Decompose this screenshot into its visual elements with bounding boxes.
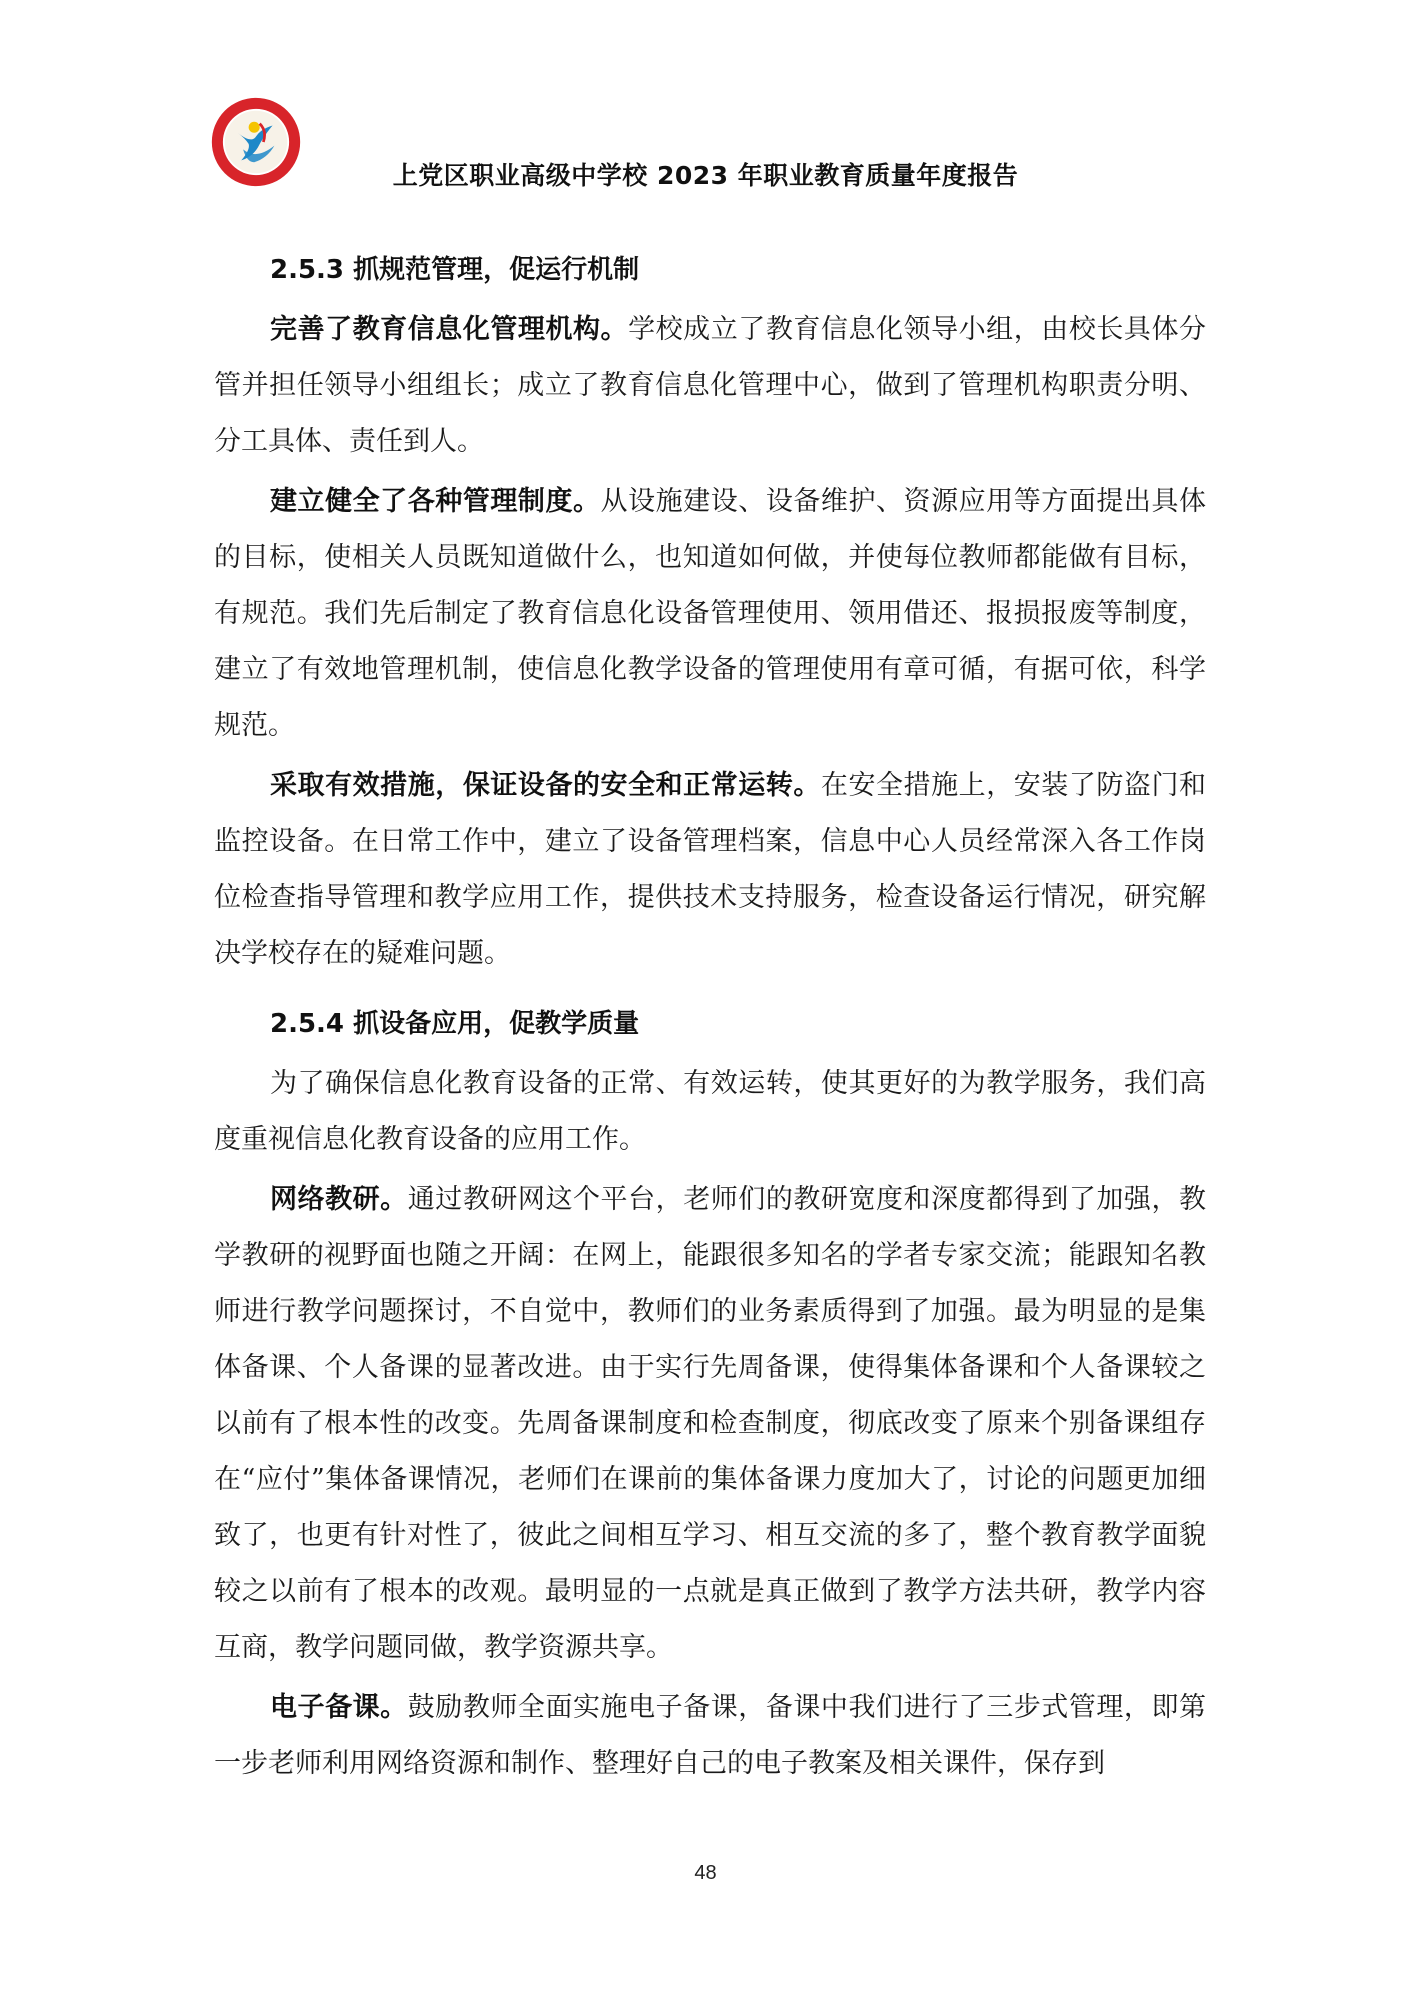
paragraph-lead: 采取有效措施，保证设备的安全和正常运转。 bbox=[270, 770, 821, 801]
paragraph-text: 学校成立了教育信息化领导小组，由校长具体分管并担任领导小组组长；成立了教育信息化管理中心，做到了管理机构职责分明、分工具体、责任到人。 bbox=[214, 314, 1207, 457]
paragraph bbox=[214, 1172, 1206, 1676]
paragraph-text: 在安全措施上，安装了防盗门和监控设备。在日常工作中，建立了设备管理档案，信息中心人员经常深入各工作岗位检查指导管理和教学应用工作，提供技术支持服务，检查设备运行情况，研究解决学校存在的疑难问题。 bbox=[214, 770, 1207, 969]
paragraph-text: 鼓励教师全面实施电子备课，备课中我们进行了三步式管理，即第一步老师利用网络资源和制作、整理好自己的电子教案及相关课件，保存到 bbox=[214, 1692, 1207, 1779]
page-content bbox=[214, 228, 1206, 1796]
paragraph bbox=[214, 1680, 1206, 1792]
paragraph-lead: 建立健全了各种管理制度。 bbox=[270, 486, 601, 517]
report-header-title: 上党区职业高级中学校 2023 年职业教育质量年度报告 bbox=[392, 161, 1019, 190]
paragraph bbox=[214, 758, 1206, 982]
paragraph-text: 从设施建设、设备维护、资源应用等方面提出具体的目标，使相关人员既知道做什么，也知道如何做，并使每位教师都能做有目标，有规范。我们先后制定了教育信息化设备管理使用、领用借还、报损报废等制度，建立了有效地管理机制，使信息化教学设备的管理使用有章可循，有据可依，科学规范。 bbox=[214, 486, 1207, 741]
paragraph bbox=[214, 1056, 1206, 1168]
paragraph-text: 通过教研网这个平台，老师们的教研宽度和深度都得到了加强，教学教研的视野面也随之开阔：在网上，能跟很多知名的学者专家交流；能跟知名教师进行教学问题探讨，不自觉中，教师们的业务素质得到了加强。最为明显的是集体备课、个人备课的显著改进。由于实行先周备课，使得集体备课和个人备课较之以前有了根本性的改变。先周备课制度和检查制度，彻底改变了原来个别备课组存在“应付”集体备课情况，老师们在课前的集体备课力度加大了，讨论的问题更加细致了，也更有针对性了，彼此之间相互学习、相互交流的多了，整个教育教学面貌较之以前有了根本的改观。最明显的一点就是真正做到了教学方法共研，教学内容互商，教学问题同做，教学资源共享。 bbox=[214, 1184, 1207, 1663]
paragraph-lead: 网络教研。 bbox=[270, 1184, 408, 1215]
paragraph-lead: 电子备课。 bbox=[270, 1692, 408, 1723]
page-number: 48 bbox=[694, 1862, 717, 1884]
section-heading-2-5-3: 2.5.3 抓规范管理，促运行机制 bbox=[270, 255, 640, 285]
paragraph-lead: 完善了教育信息化管理机构。 bbox=[270, 314, 629, 345]
paragraph bbox=[214, 474, 1206, 754]
section-heading-2-5-4: 2.5.4 抓设备应用，促教学质量 bbox=[270, 1009, 640, 1039]
paragraph bbox=[214, 302, 1206, 470]
paragraph-text: 为了确保信息化教育设备的正常、有效运转，使其更好的为教学服务，我们高度重视信息化教育设备的应用工作。 bbox=[214, 1068, 1206, 1155]
